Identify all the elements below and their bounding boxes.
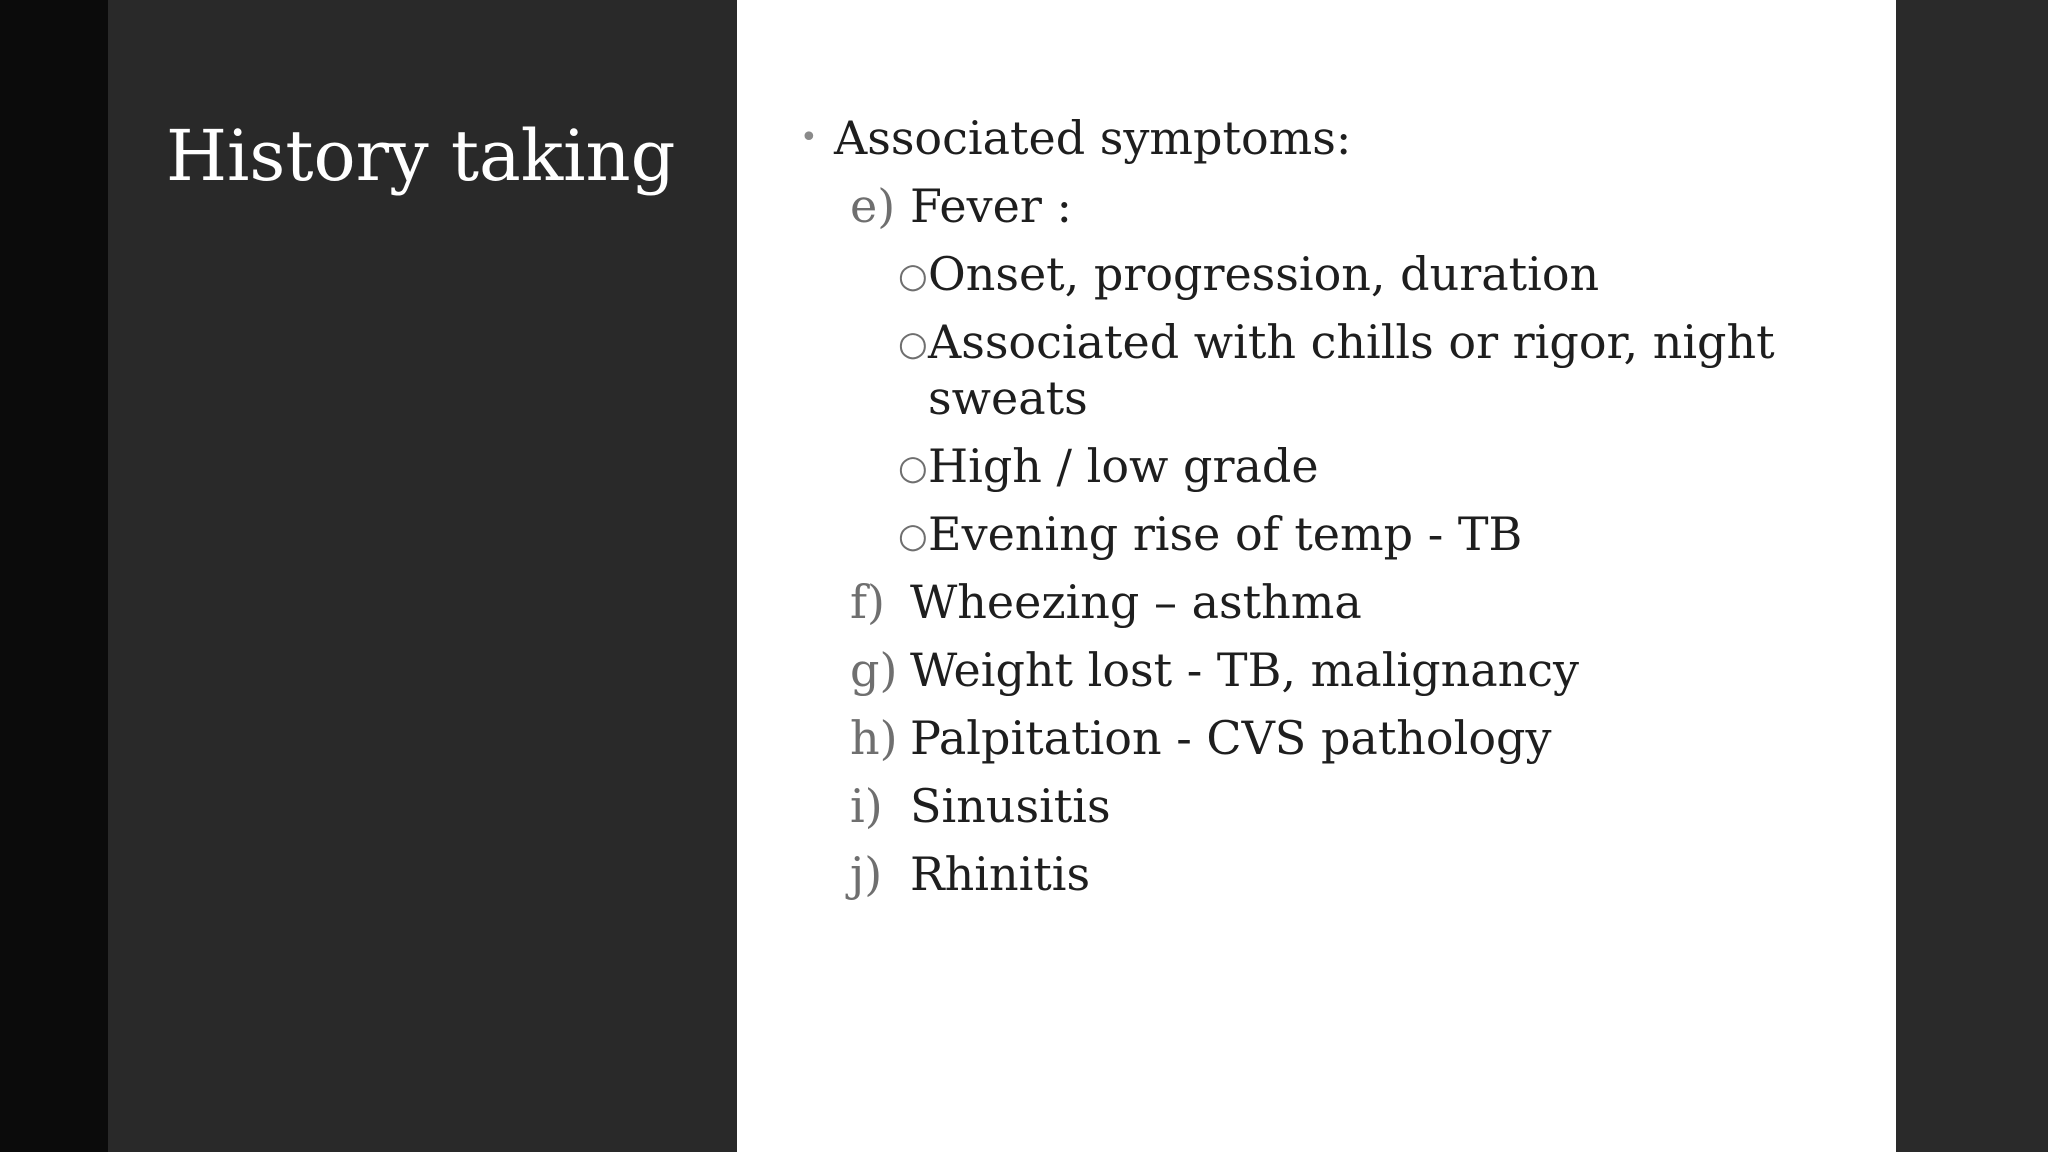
list-marker: f): [850, 575, 885, 629]
list-marker: h): [850, 711, 898, 765]
sub-item-chills: [800, 314, 1850, 438]
list-item-wheezing: [800, 574, 1850, 642]
sub-item-grade: [800, 438, 1850, 506]
sub-item-text: Associated with chills or rigor, night sweats: [928, 315, 1775, 425]
sub-item-onset: [800, 246, 1850, 314]
list-item-weight-lost: [800, 642, 1850, 710]
sub-item-evening-rise: [800, 506, 1850, 574]
list-item-text: Wheezing – asthma: [910, 575, 1362, 629]
sub-item-text: Onset, progression, duration: [928, 247, 1600, 301]
list-item-heading: [800, 110, 1850, 178]
list-item-text: Fever :: [910, 179, 1072, 233]
list-heading-text: Associated symptoms:: [834, 111, 1352, 165]
circle-bullet-icon: ○: [898, 516, 928, 556]
circle-bullet-icon: ○: [898, 256, 928, 296]
list-marker: j): [850, 847, 883, 901]
list-item-rhinitis: [800, 846, 1850, 914]
bullet-dot-icon: •: [800, 120, 818, 155]
circle-bullet-icon: ○: [898, 448, 928, 488]
list-item-text: Weight lost - TB, malignancy: [910, 643, 1579, 697]
bullet-list: [800, 110, 1850, 914]
left-edge-strip: [0, 0, 108, 1152]
list-marker: g): [850, 643, 898, 697]
list-item-fever: [800, 178, 1850, 246]
list-item-text: Palpitation - CVS pathology: [910, 711, 1552, 765]
right-edge-strip: [1896, 0, 2048, 1152]
sub-item-text: High / low grade: [928, 439, 1319, 493]
list-item-text: Rhinitis: [910, 847, 1091, 901]
list-item-sinusitis: [800, 778, 1850, 846]
list-item-text: Sinusitis: [910, 779, 1111, 833]
sub-item-text: Evening rise of temp - TB: [928, 507, 1523, 561]
circle-bullet-icon: ○: [898, 324, 928, 364]
list-item-palpitation: [800, 710, 1850, 778]
slide-title: History taking: [166, 115, 676, 197]
list-marker: e): [850, 179, 896, 233]
list-marker: i): [850, 779, 883, 833]
